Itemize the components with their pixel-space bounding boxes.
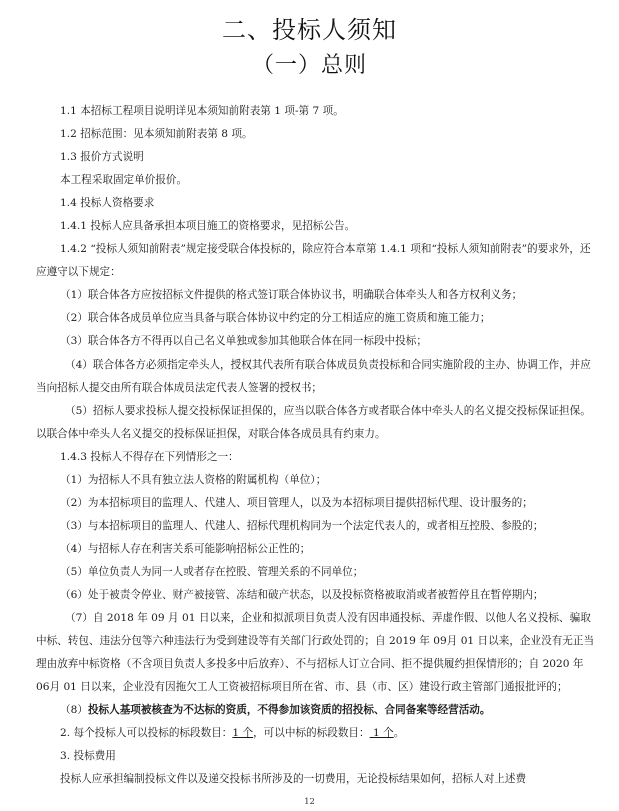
exclusion-item-4: （4）与招标人存在利害关系可能影响招标公正性的； [60, 542, 311, 555]
joint-item-2: （2）联合体各成员单位应当具备与联合体协议中约定的分工相适应的施工资质和施工能力； [60, 312, 491, 325]
win-sections-count: 1 个 [369, 727, 394, 740]
joint-item-1: （1）联合体各方应按招标文件提供的格式签订联合体协议书，明确联合体牵头人和各方权利义务； [60, 289, 523, 302]
section-subtitle: （一）总则 [251, 53, 367, 78]
clause-3-text: 投标人应承担编制投标文件以及递交投标书所涉及的一切费用，无论投标结果如何，招标人对上述费 [60, 773, 527, 786]
joint-item-3: （3）联合体各方不得再以自己名义单独或参加其他联合体在同一标段中投标； [60, 335, 427, 348]
exclusion-item-7: （7）自 2018 年 09 月 01 日以来，企业和拟派项目负责人没有因串通投标、弄虚作假、以他人名义投标、骗取中标、转包、违法分包等六种违法行为受到建设等有关部门行政处罚的；自 2019 年 09月 01 日以来，企业没有无正当理由放弃中标资格（不含项目负责人多投多中后放弃）、不与招标人订立合同、拒不提供履约担保情形的；自 2020 年 06月 01 日以来，企业没有因拖欠工人工资被招标项目所在省、市、县（市、区）建设行政主管部门通报批评的； [36, 612, 595, 694]
item-8-bold-text: 投标人基项被核查为不达标的资质，不得参加该资质的招投标、合同备案等经营活动。 [87, 704, 491, 717]
joint-item-5: （5）招标人要求投标人提交投标保证担保的，应当以联合体各方或者联合体中牵头人的名义提交投标保证担保。以联合体中牵头人名义提交的投标保证担保，对联合体各成员具有约束力。 [36, 404, 591, 440]
exclusion-item-6: （6）处于被责令停业、财产被接管、冻结和破产状态，以及投标资格被取消或者被暂停且在暂停期内； [60, 588, 544, 601]
exclusion-item-1: （1）为招标人不具有独立法人资格的附属机构（单位）； [60, 473, 327, 486]
clause-1-4-2: 1.4.2 “投标人须知前附表”规定接受联合体投标的，除应符合本章第 1.4.1 项和“投标人须知前附表”的要求外，还应遵守以下规定： [36, 243, 591, 279]
exclusion-item-8 [60, 699, 598, 722]
exclusion-item-3: （3）与本招标项目的监理人、代建人、招标代理机构同为一个法定代表人的，或者相互控股、参股的； [60, 519, 544, 532]
clause-1-4-1: 1.4.1 投标人应具备承担本项目施工的资格要求，见招标公告。 [60, 220, 356, 233]
exclusion-item-2: （2）为本招标项目的监理人、代建人、项目管理人，以及为本招标项目提供招标代理、设计服务的； [60, 496, 533, 509]
clause-1-2: 1.2 招标范围：见本须知前附表第 8 项。 [60, 128, 253, 141]
clause-2-text-e: 。 [393, 727, 405, 740]
item-8-number: （8） [60, 704, 88, 717]
clause-3: 3. 投标费用 [60, 750, 116, 763]
joint-item-4: （4）联合体各方必须指定牵头人，授权其代表所有联合体成员负责投标和合同实施阶段的主办、协调工作，并应当向招标人提交由所有联合体成员法定代表人签署的授权书； [36, 358, 591, 394]
page-number: 12 [304, 797, 315, 807]
clause-2 [60, 722, 598, 745]
clause-1-4: 1.4 投标人资格要求 [60, 197, 155, 210]
clause-1-3: 1.3 报价方式说明 [60, 151, 144, 164]
exclusion-item-5: （5）单位负责人为同一人或者存在控股、管理关系的不同单位； [60, 565, 364, 578]
page-title: 二、投标人须知 [222, 16, 397, 44]
clause-1-1: 1.1 本招标工程项目说明详见本须知前附表第 1 项-第 7 项。 [60, 105, 344, 117]
document-body [36, 100, 598, 791]
clause-2-text-a: 2. 每个投标人可以投标的标段数目： [60, 727, 233, 740]
clause-1-3-text: 本工程采取固定单价报价。 [60, 174, 188, 187]
clause-1-4-3: 1.4.3 投标人不得存在下列情形之一： [60, 450, 239, 463]
clause-2-text-c: ，可以中标的标段数目： [253, 727, 370, 740]
bid-sections-count: 1 个 [232, 727, 254, 740]
